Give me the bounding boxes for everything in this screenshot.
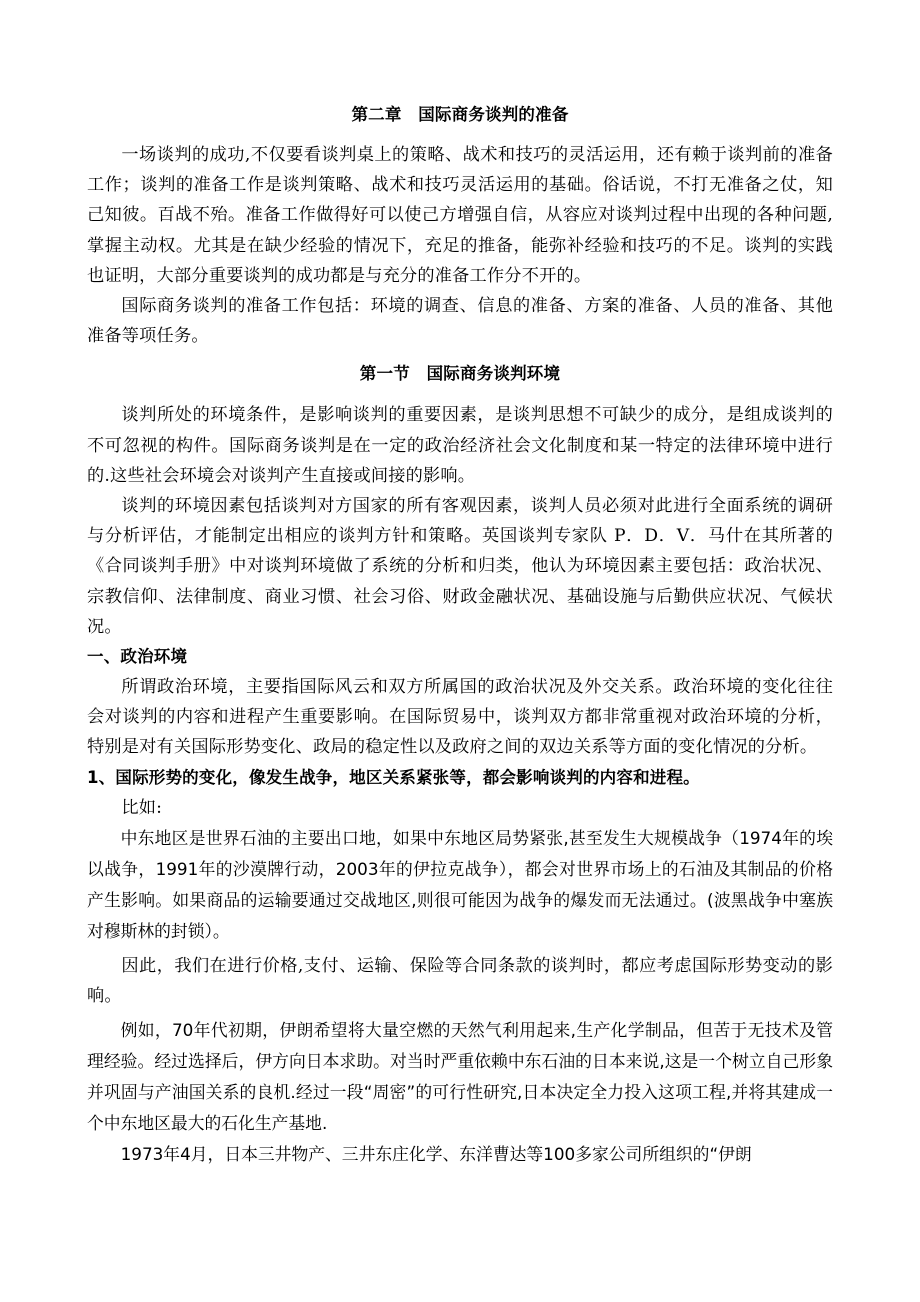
case-paragraph-1: 例如，70年代初期，伊朗希望将大量空燃的天然气利用起来,生产化学制品，但苦于无技术及管理经验。经过选择后，伊方向日本求助。对当时严重依赖中东石油的日本来说,这是一个树立自己形象并巩固与产油国关系的良机.经过一段“周密”的可行性研究,日本决定全力投入这项工程,并将其建成一个中东地区最大的石化生产基地. <box>87 1020 833 1134</box>
chapter-title: 第二章 国际商务谈判的准备 <box>351 105 569 124</box>
intro-paragraph-2: 国际商务谈判的准备工作包括：环境的调查、信息的准备、方案的准备、人员的准备、其他准备等项任务。 <box>87 296 833 347</box>
subsection-title: 一、政治环境 <box>87 647 188 667</box>
example-label: 比如: <box>121 797 163 818</box>
section-paragraph-2: 谈判的环境因素包括谈判对方国家的所有客观因素，谈判人员必须对此进行全面系统的调研与分析评估，才能制定出相应的谈判方针和策略。英国谈判专家队 P．D．V．马什在其所著的《合同谈判手册》中对谈判环境做了系统的分析和归类，他认为环境因素主要包括：政治状况、宗教信仰、法律制度、商业习惯、社会习俗、财政金融状况、基础设施与后勤供应状况、气候状况。 <box>87 496 833 637</box>
intro-paragraph-1: 一场谈判的成功,不仅要看谈判桌上的策略、战术和技巧的灵活运用，还有赖于谈判前的准备工作；谈判的准备工作是谈判策略、战术和技巧灵活运用的基础。俗话说，不打无准备之仗，知己知彼。百战不殆。准备工作做得好可以使己方增强自信，从容应对谈判过程中出现的各种问题,掌握主动权。尤其是在缺少经验的情况下，充足的推备，能弥补经验和技巧的不足。谈判的实践也证明，大部分重要谈判的成功都是与充分的准备工作分不开的。 <box>87 145 833 286</box>
case-paragraph-2: 1973年4月，日本三井物产、三井东庄化学、东洋曹达等100多家公司所组织的“伊朗 <box>120 1144 752 1165</box>
example-paragraph: 中东地区是世界石油的主要出口地，如果中东地区局势紧张,甚至发生大规模战争（1974年的埃以战争，1991年的沙漠牌行动，2003年的伊拉克战争），都会对世界市场上的石油及其制品的价格产生影响。如果商品的运输要通过交战地区,则很可能因为战争的爆发而无法通过。(波黑战争中塞族对穆斯林的封锁）。 <box>87 827 833 941</box>
conclusion-paragraph: 因此，我们在进行价格,支付、运输、保险等合同条款的谈判时，都应考虑国际形势变动的影响。 <box>87 955 833 1007</box>
section-title: 第一节 国际商务谈判环境 <box>359 364 561 384</box>
subsection-paragraph: 所谓政治环境，主要指国际风云和双方所属国的政治状况及外交关系。政治环境的变化往往会对谈判的内容和进程产生重要影响。在国际贸易中，谈判双方都非常重视对政治环境的分析，特别是对有关国际形势变化、政局的稳定性以及政府之间的双边关系等方面的变化情况的分析。 <box>87 677 833 758</box>
section-paragraph-1: 谈判所处的环境条件，是影响谈判的重要因素，是谈判思想不可缺少的成分，是组成谈判的不可忽视的构件。国际商务谈判是在一定的政治经济社会文化制度和某一特定的法律环境中进行的.这些社会环境会对谈判产生直接或间接的影响。 <box>87 405 833 486</box>
document-page <box>87 100 833 1170</box>
item-title: 1、国际形势的变化，像发生战争，地区关系紧张等，都会影响谈判的内容和进程。 <box>87 767 700 787</box>
